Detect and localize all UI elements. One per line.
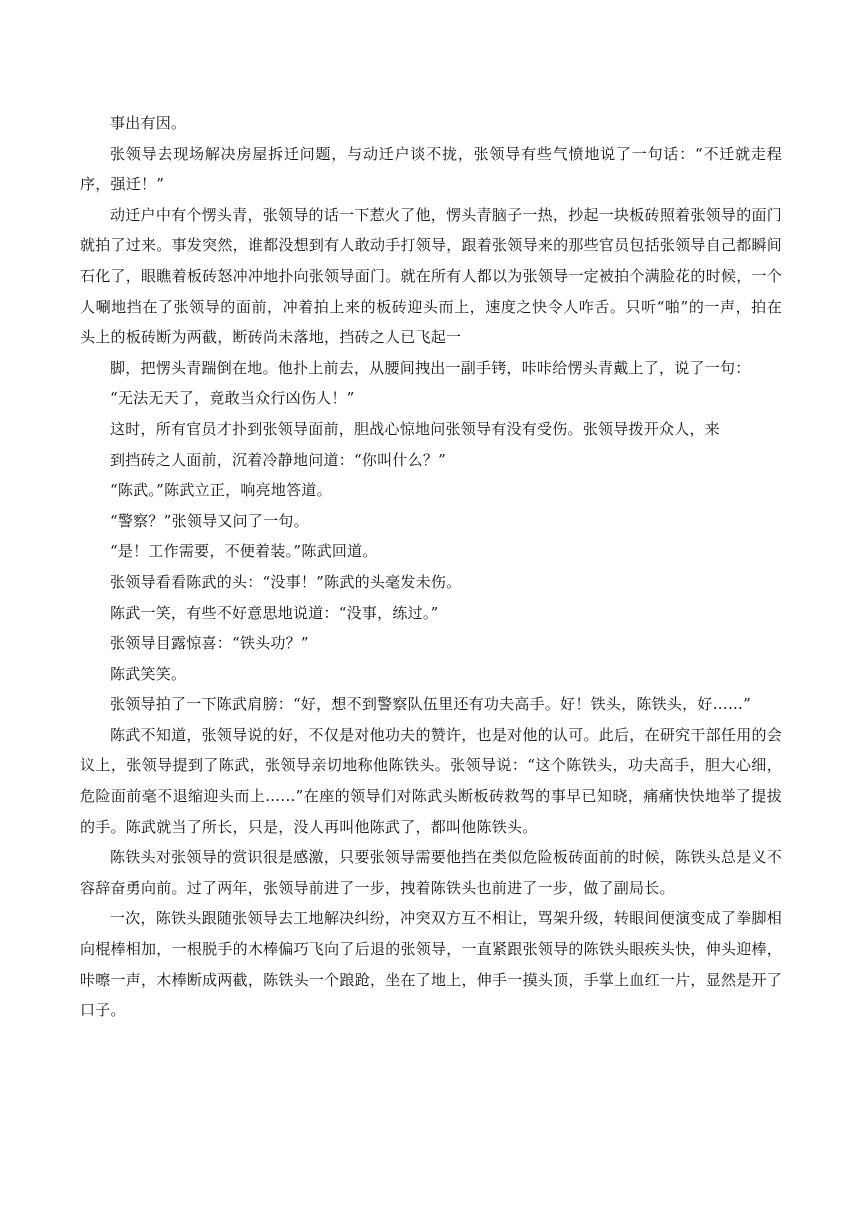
paragraph: 动迁户中有个愣头青，张领导的话一下惹火了他，愣头青脑子一热，抄起一块板砖照着张领导的面门就拍了过来。事发突然，谁都没想到有人敢动手打领导，跟着张领导来的那些官员包括张领导自己都瞬间石化了，眼瞧着板砖怒冲冲地扑向张领导面门。就在所有人都以为张领导一定被拍个满脸花的时候，一个人唰地挡在了张领导的面前，冲着拍上来的板砖迎头而上，速度之快令人咋舌。只听“啪”的一声，拍在头上的板砖断为两截，断砖尚未落地，挡砖之人已飞起一 xyxy=(80,205,782,347)
paragraph: 张领导看看陈武的头：“没事！”陈武的头毫发未伤。 xyxy=(110,572,462,591)
paragraph: 这时，所有官员才扑到张领导面前，胆战心惊地问张领导有没有受伤。张领导拨开众人，来 xyxy=(110,419,721,438)
paragraph: 陈武不知道，张领导说的好，不仅是对他功夫的赞许，也是对他的认可。此后，在研究干部任用的会议上，张领导提到了陈武，张领导亲切地称他陈铁头。张领导说：“这个陈铁头，功夫高手，胆大心细，危险面前毫不退缩迎头而上……”在座的领导们对陈武头断板砖救驾的事早已知晓，痛痛快快地举了提拔的手。陈武就当了所长，只是，没人再叫他陈武了，都叫他陈铁头。 xyxy=(80,725,782,836)
paragraph: 事出有因。 xyxy=(110,114,187,132)
paragraph: 张领导拍了一下陈武肩膀：“好，想不到警察队伍里还有功夫高手。好！铁头，陈铁头，好……” xyxy=(110,695,752,714)
paragraph: 陈武一笑，有些不好意思地说道：“没事，练过。” xyxy=(110,603,439,622)
paragraph: 到挡砖之人面前，沉着冷静地问道：“你叫什么？” xyxy=(110,450,447,469)
paragraph: 陈武笑笑。 xyxy=(110,664,187,683)
paragraph: “无法无天了，竟敢当众行凶伤人！” xyxy=(110,389,355,408)
story-text xyxy=(80,108,782,1026)
paragraph: 张领导去现场解决房屋拆迁问题，与动迁户谈不拢，张领导有些气愤地说了一句话：“不迁就走程序，强迁！” xyxy=(80,144,782,194)
paragraph: “警察？”张领导又问了一句。 xyxy=(110,511,309,530)
paragraph: 张领导目露惊喜：“铁头功？” xyxy=(110,634,309,653)
paragraph: “陈武。”陈武立正，响亮地答道。 xyxy=(110,481,332,500)
paragraph: 陈铁头对张领导的赏识很是感激，只要张领导需要他挡在类似危险板砖面前的时候，陈铁头总是义不容辞奋勇向前。过了两年，张领导前进了一步，拽着陈铁头也前进了一步，做了副局长。 xyxy=(80,848,782,897)
paragraph: 一次，陈铁头跟随张领导去工地解决纠纷，冲突双方互不相让，骂架升级，转眼间便演变成了拳脚相向棍棒相加，一根脱手的木棒偏巧飞向了后退的张领导，一直紧跟张领导的陈铁头眼疾头快，伸头迎棒，咔嚓一声，木棒断成两截，陈铁头一个踉跄，坐在了地上，伸手一摸头顶，手掌上血红一片，显然是开了口子。 xyxy=(80,909,782,1020)
paragraph: “是！工作需要，不便着装。”陈武回道。 xyxy=(110,542,378,561)
paragraph: 脚，把愣头青踹倒在地。他扑上前去，从腰间拽出一副手铐，咔咔给愣头青戴上了，说了一句： xyxy=(110,358,751,377)
